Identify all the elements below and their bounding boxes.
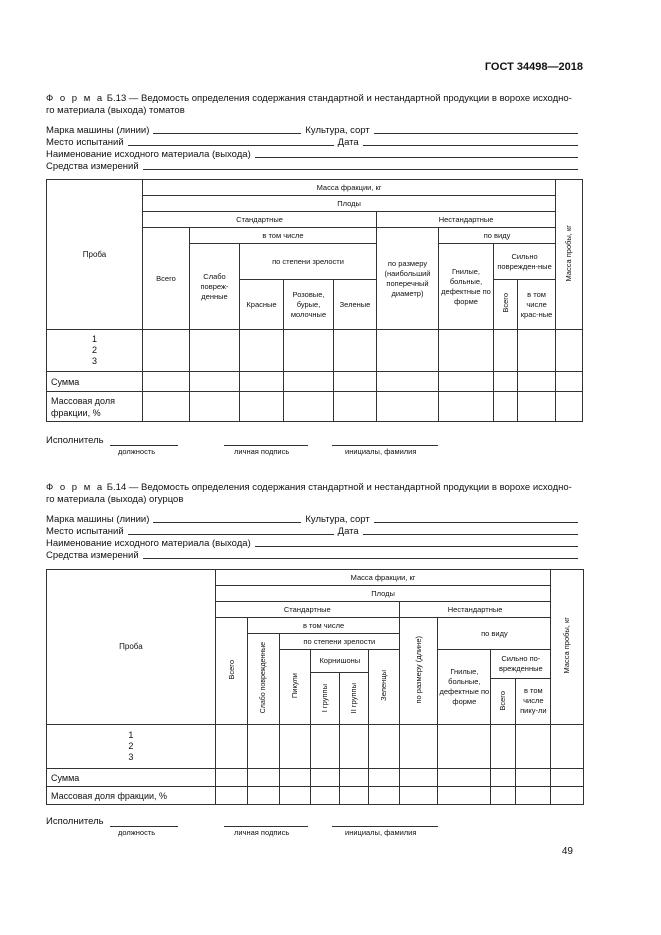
- date-field[interactable]: [363, 533, 578, 535]
- slightly-damaged-header: [248, 634, 280, 725]
- cell[interactable]: [240, 392, 284, 422]
- fruits-header: Плоды: [215, 586, 551, 602]
- by-length-label: по размеру (длине): [413, 635, 423, 704]
- mass-fraction-header: Масса фракции, кг: [143, 180, 556, 196]
- probe-header: Проба: [47, 180, 143, 330]
- cell[interactable]: [556, 372, 583, 392]
- form2-row-material: [46, 537, 582, 549]
- incl-red-header: в том числе крас-ные: [518, 280, 556, 330]
- cell[interactable]: [215, 787, 248, 805]
- by-size-header: по размеру (наибольший поперечный диаметр): [377, 228, 439, 330]
- machine-field[interactable]: [153, 132, 301, 134]
- cell[interactable]: [491, 725, 515, 769]
- material-label: Наименование исходного материала (выхода): [46, 149, 251, 160]
- form2-title-text: Б.14 — Ведомость определения содержания стандартной и нестандартной продукции в ворохе исходно-: [104, 482, 572, 493]
- position-line[interactable]: [110, 825, 178, 827]
- cell[interactable]: [143, 372, 190, 392]
- form1-title-text: Б.13 — Ведомость определения содержания стандартной и нестандартной продукции в ворохе исходно-: [104, 93, 572, 104]
- cell[interactable]: [190, 372, 240, 392]
- cell[interactable]: [311, 725, 339, 769]
- cell[interactable]: [334, 330, 377, 372]
- form2-row-machine: [46, 513, 582, 525]
- culture-label: Культура, сорт: [305, 125, 370, 136]
- position-caption: должность: [118, 447, 156, 456]
- form2-row-instruments: [46, 549, 582, 561]
- cell[interactable]: [556, 392, 583, 422]
- form2-title: [46, 482, 591, 506]
- place-field[interactable]: [128, 533, 334, 535]
- machine-label: Марка машины (линии): [46, 125, 150, 136]
- cell[interactable]: [399, 769, 438, 787]
- form1-row-place: [46, 136, 582, 148]
- instruments-field[interactable]: [143, 168, 578, 170]
- row-number: 1: [91, 334, 97, 344]
- form1-title-line2: го материала (выхода) томатов: [46, 105, 185, 116]
- slightly-damaged-label: Слабо поврежденные: [259, 641, 267, 714]
- position-line[interactable]: [110, 444, 178, 446]
- pickles-header: [279, 650, 311, 725]
- rotten-header: Гнилые, больные, дефектные по форме: [439, 244, 494, 330]
- gherkins-groups: [311, 673, 368, 724]
- cell[interactable]: [279, 787, 311, 805]
- gherkins-label: Корнишоны: [311, 650, 368, 673]
- form1-title: [46, 93, 591, 117]
- nonstandard-header: Нестандартные: [377, 212, 556, 228]
- mass-fraction-header: Масса фракции, кг: [215, 570, 551, 586]
- probe-numbers: [47, 725, 216, 769]
- cell[interactable]: [438, 725, 491, 769]
- place-label: Место испытаний: [46, 137, 124, 148]
- cell[interactable]: [377, 330, 439, 372]
- green-header: Зеленые: [334, 280, 377, 330]
- by-type-header: по виду: [438, 618, 551, 650]
- sample-mass-header: [551, 570, 584, 725]
- cell[interactable]: [143, 330, 190, 372]
- cell[interactable]: [439, 392, 494, 422]
- slightly-damaged-header: Слабо повреж-денные: [190, 244, 240, 330]
- form1-row-material: [46, 148, 582, 160]
- row-number: 3: [128, 752, 134, 762]
- total-header: [215, 618, 248, 725]
- form1-row-instruments: [46, 160, 582, 172]
- cell[interactable]: [284, 392, 334, 422]
- by-type-header: по виду: [439, 228, 556, 244]
- cell[interactable]: [279, 725, 311, 769]
- heavily-damaged-header: [491, 650, 551, 725]
- ripeness-header: по степени зрелости: [240, 244, 377, 280]
- cell[interactable]: [438, 769, 491, 787]
- cell[interactable]: [515, 725, 551, 769]
- heavily-total-header: [494, 280, 518, 330]
- instruments-field[interactable]: [143, 557, 578, 559]
- form1-table: [46, 179, 583, 422]
- red-header: Красные: [240, 280, 284, 330]
- share-row: [47, 392, 583, 422]
- sample-mass-label: Масса пробы, кг: [564, 224, 574, 282]
- heavily-damaged-split: [491, 679, 550, 724]
- cell[interactable]: [377, 392, 439, 422]
- initials-line[interactable]: [332, 825, 438, 827]
- cell[interactable]: [369, 769, 400, 787]
- cell[interactable]: [399, 787, 438, 805]
- row-number: 3: [91, 356, 97, 366]
- place-field[interactable]: [128, 144, 334, 146]
- cell[interactable]: [143, 392, 190, 422]
- standard-header: Стандартные: [143, 212, 377, 228]
- cell[interactable]: [551, 725, 584, 769]
- group1-label: I группы: [320, 684, 330, 713]
- document-id: ГОСТ 34498—2018: [484, 61, 583, 73]
- rotten-header: Гнилые, больные, дефектные по форме: [438, 650, 491, 725]
- cell[interactable]: [494, 392, 518, 422]
- signature-block-2: [46, 816, 104, 827]
- pink-header: Розовые, бурые, молочные: [284, 280, 334, 330]
- incl-pickles-header: в том числе пику-ли: [520, 686, 547, 715]
- cell[interactable]: [248, 787, 280, 805]
- form2-table: [46, 569, 584, 805]
- row-number: 1: [128, 730, 134, 740]
- cell[interactable]: [551, 787, 584, 805]
- group2-header: [340, 673, 368, 724]
- cell[interactable]: [491, 769, 515, 787]
- cell[interactable]: [311, 787, 339, 805]
- place-label: Место испытаний: [46, 526, 124, 537]
- form2-title-prefix: Ф о р м а: [46, 482, 105, 493]
- sum-label: Сумма: [47, 769, 216, 787]
- total-label: Всего: [226, 659, 236, 680]
- culture-label: Культура, сорт: [305, 514, 370, 525]
- cell[interactable]: [377, 372, 439, 392]
- greens-header: [369, 650, 400, 725]
- cell[interactable]: [240, 330, 284, 372]
- including-header: в том числе: [190, 228, 377, 244]
- instruments-label: Средства измерений: [46, 161, 139, 172]
- form2-title-line2: го материала (выхода) огурцов: [46, 494, 184, 505]
- signature-block-1: [46, 435, 104, 446]
- signature-caption: личная подпись: [234, 447, 290, 456]
- cell[interactable]: [284, 372, 334, 392]
- cell[interactable]: [518, 372, 556, 392]
- greens-label: Зеленцы: [379, 670, 389, 701]
- cell[interactable]: [438, 787, 491, 805]
- cell[interactable]: [248, 725, 280, 769]
- row-number: 2: [128, 741, 134, 751]
- cell[interactable]: [515, 769, 551, 787]
- cell[interactable]: [551, 769, 584, 787]
- position-caption: должность: [118, 828, 156, 837]
- date-label: Дата: [337, 137, 359, 148]
- share-row: [47, 787, 584, 805]
- cell[interactable]: [240, 372, 284, 392]
- cell[interactable]: [334, 392, 377, 422]
- ripeness-header: по степени зрелости: [279, 634, 399, 650]
- date-label: Дата: [337, 526, 359, 537]
- culture-field[interactable]: [374, 521, 578, 523]
- fruits-header: Плоды: [143, 196, 556, 212]
- initials-caption: инициалы, фамилия: [345, 828, 417, 837]
- sum-label: Сумма: [47, 372, 143, 392]
- table-row: [47, 725, 584, 769]
- share-label: Массовая доля фракции, %: [47, 392, 143, 422]
- performer-label: Исполнитель: [46, 435, 104, 446]
- page-number: 49: [561, 846, 573, 857]
- probe-numbers: [47, 330, 143, 372]
- cell[interactable]: [339, 787, 368, 805]
- cell[interactable]: [439, 372, 494, 392]
- cell[interactable]: [339, 725, 368, 769]
- cell[interactable]: [491, 787, 515, 805]
- cell[interactable]: [248, 769, 280, 787]
- including-header: в том числе: [248, 618, 399, 634]
- machine-field[interactable]: [153, 521, 301, 523]
- sum-row: [47, 372, 583, 392]
- cell[interactable]: [334, 372, 377, 392]
- culture-field[interactable]: [374, 132, 578, 134]
- row-number: 2: [91, 345, 97, 355]
- signature-line[interactable]: [224, 825, 308, 827]
- form1-row-machine: [46, 124, 582, 136]
- probe-header: Проба: [47, 570, 216, 725]
- form2-row-place: [46, 525, 582, 537]
- cell[interactable]: [279, 769, 311, 787]
- heavily-total-label: Всего: [500, 293, 510, 313]
- cell[interactable]: [399, 725, 438, 769]
- table-row: [47, 330, 583, 372]
- pickles-label: Пикули: [290, 672, 300, 699]
- cell[interactable]: [311, 769, 339, 787]
- cell[interactable]: [369, 787, 400, 805]
- material-label: Наименование исходного материала (выхода): [46, 538, 251, 549]
- sample-mass-label: Масса пробы, кг: [562, 617, 572, 674]
- sample-mass-header: [556, 180, 583, 330]
- material-field[interactable]: [255, 545, 578, 547]
- cell[interactable]: [518, 392, 556, 422]
- share-label: Массовая доля фракции, %: [47, 787, 216, 805]
- by-length-header: [399, 618, 438, 725]
- performer-label: Исполнитель: [46, 816, 104, 827]
- form1-title-prefix: Ф о р м а: [46, 93, 105, 104]
- nonstandard-header: Нестандартные: [399, 602, 551, 618]
- material-field[interactable]: [255, 156, 578, 158]
- group2-label: II группы: [349, 683, 359, 714]
- cell[interactable]: [190, 392, 240, 422]
- cell[interactable]: [339, 769, 368, 787]
- heavily-total-header: [491, 679, 516, 724]
- total-header: Всего: [143, 228, 190, 330]
- heavily-total-label: Всего: [498, 691, 508, 711]
- cell[interactable]: [215, 769, 248, 787]
- instruments-label: Средства измерений: [46, 550, 139, 561]
- cell[interactable]: [190, 330, 240, 372]
- cell[interactable]: [284, 330, 334, 372]
- heavily-damaged-header: Сильно поврежден-ные: [494, 244, 556, 280]
- cell[interactable]: [494, 330, 518, 372]
- cell[interactable]: [494, 372, 518, 392]
- initials-caption: инициалы, фамилия: [345, 447, 417, 456]
- signature-line[interactable]: [224, 444, 308, 446]
- cell[interactable]: [215, 725, 248, 769]
- group1-header: [311, 673, 340, 724]
- cell[interactable]: [515, 787, 551, 805]
- cell[interactable]: [556, 330, 583, 372]
- cell[interactable]: [518, 330, 556, 372]
- cell[interactable]: [439, 330, 494, 372]
- cell[interactable]: [369, 725, 400, 769]
- sum-row: [47, 769, 584, 787]
- standard-header: Стандартные: [215, 602, 399, 618]
- date-field[interactable]: [363, 144, 578, 146]
- signature-caption: личная подпись: [234, 828, 290, 837]
- gherkins-header: [311, 650, 369, 725]
- initials-line[interactable]: [332, 444, 438, 446]
- machine-label: Марка машины (линии): [46, 514, 150, 525]
- heavily-damaged-label: Сильно по-врежденные: [491, 651, 550, 679]
